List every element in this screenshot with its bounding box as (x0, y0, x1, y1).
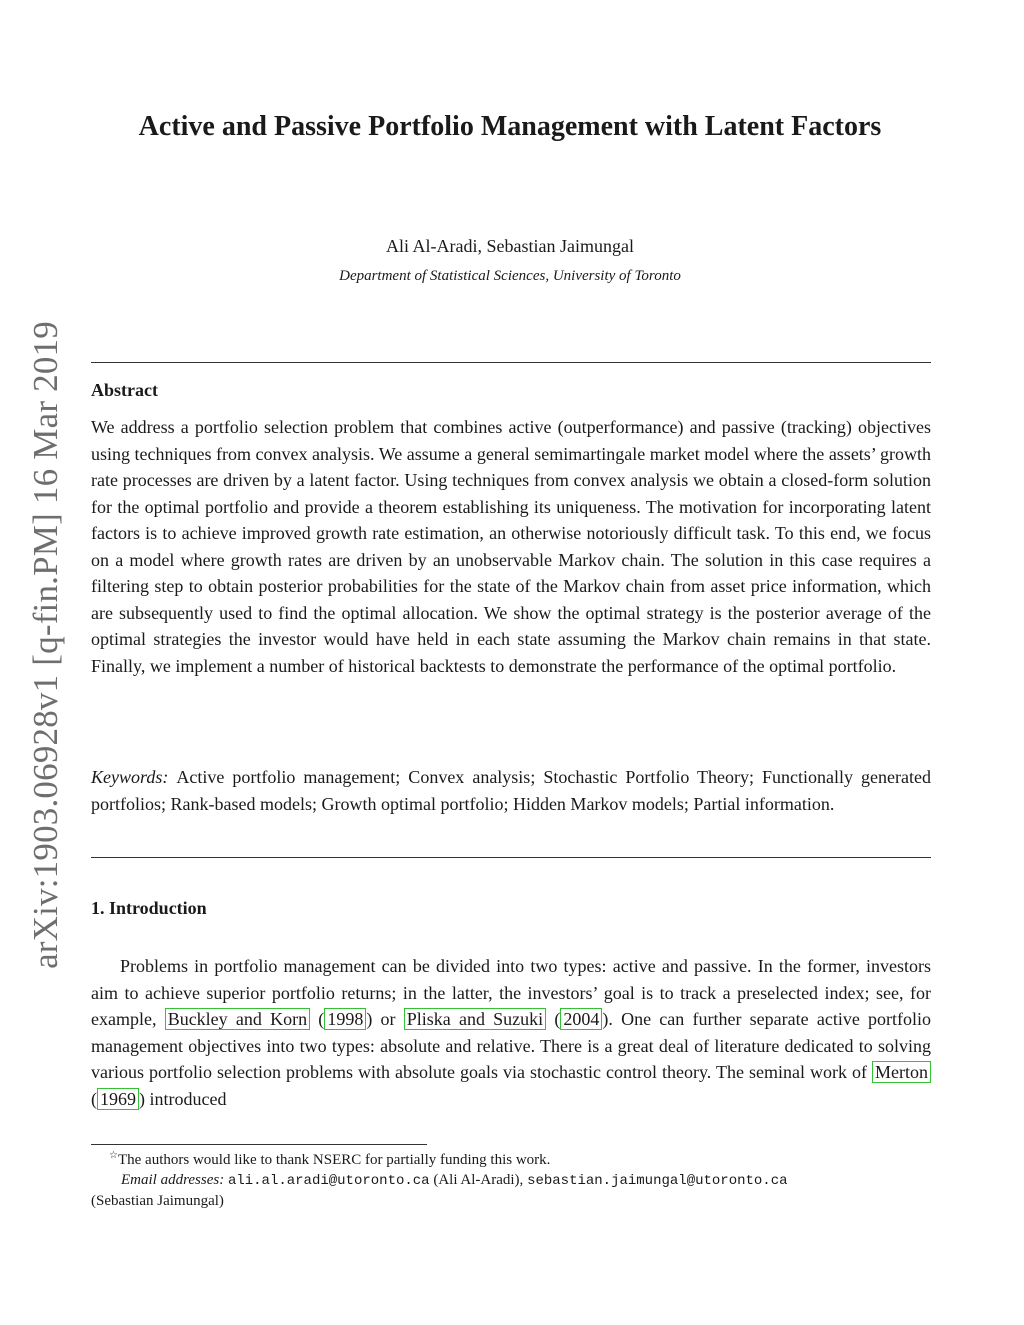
paper-title: Active and Passive Portfolio Management with Latent Factors (138, 111, 882, 142)
citation-link-merton[interactable]: Merton (872, 1061, 931, 1083)
intro-text-1: Problems in portfolio management can be divided into two types: active and passive. In the former, investors aim to achieve superior portfolio returns; in the latter, the investors’ goal is to track a preselected index; see, for example, (91, 956, 931, 1029)
footnote-emails (91, 1170, 931, 1191)
abstract-text: We address a portfolio selection problem that combines active (outperformance) and passive (tracking) objectives using techniques from convex analysis. We assume a general semimartingale market model where the assets’ growth rate processes are driven by a latent factor. Using techniques from convex analysis we obtain a closed-form solution for the optimal portfolio and provide a theorem establishing its uniqueness. The motivation for incorporating latent factors is to achieve improved growth rate estimation, an otherwise notoriously difficult task. To this end, we focus on a model where growth rates are driven by an unobservable Markov chain. The solution in this case requires a filtering step to obtain posterior probabilities for the state of the Markov chain from asset price information, which are subsequently used to find the optimal allocation. We show the optimal strategy is the posterior average of the optimal strategies the investor would have held in each state assuming the Markov chain remains in that state. Finally, we implement a number of historical backtests to demonstrate the performance of the optimal portfolio. (91, 417, 931, 676)
email-link-ali[interactable]: ali.al.aradi@utoronto.ca (227, 1173, 430, 1189)
arxiv-stamp: arXiv:1903.06928v1 [q-fin.PM] 16 Mar 2019 (26, 321, 65, 969)
section-heading-introduction: 1. Introduction (91, 898, 207, 918)
citation-year-link-1969[interactable]: 1969 (97, 1088, 139, 1110)
introduction-paragraph: Problems in portfolio management can be divided into two types: active and passive. In the former, investors aim to achieve superior portfolio returns; in the latter, the investors’ goal is to track a preselected index; see, for example, Buckley and Korn ( 1998 ) or Pliska and Suzuki ( 2004 ). One can further separate active portfolio management objectives into two types: absolute and relative. There is a great deal of literature dedicated to solving various portfolio selection problems with absolute goals via stochastic control theory. The seminal work of Merton ( 1969 ) introduced (91, 956, 932, 1109)
keywords-block (91, 764, 931, 817)
footnote-thanks-text: The authors would like to thank NSERC for partially funding this work. (117, 1152, 551, 1168)
author-list: Ali Al-Aradi, Sebastian Jaimungal (386, 236, 634, 256)
abstract-top-rule (91, 362, 931, 363)
intro-text-4: introduced (145, 1088, 227, 1109)
citation-link-buckley-korn[interactable]: Buckley and Korn (165, 1008, 310, 1030)
footnote-thanks (91, 1150, 931, 1170)
email-link-sebastian[interactable]: sebastian.jaimungal@utoronto.ca (527, 1173, 788, 1189)
footnotes (91, 1150, 931, 1211)
intro-text-3: . One can further separate active portfolio management objectives into two types: absolute and relative. There is a great deal of literature dedicated to solving various portfolio selection problems with absolute goals via stochastic control theory. The seminal work of (91, 1009, 932, 1082)
footnote-name-sebastian: (Sebastian Jaimungal) (91, 1193, 224, 1209)
citation-link-pliska-suzuki[interactable]: Pliska and Suzuki (404, 1008, 546, 1030)
email-label: Email addresses: (121, 1172, 225, 1188)
citation-year-link-2004[interactable]: 2004 (560, 1008, 602, 1030)
intro-text-2: or (372, 1009, 404, 1029)
affiliation: Department of Statistical Sciences, University of Toronto (339, 268, 681, 284)
abstract-heading: Abstract (91, 380, 158, 400)
abstract-bottom-rule (91, 857, 931, 858)
email-name-ali: (Ali Al-Aradi), (429, 1172, 528, 1188)
star-footnote-marker: ☆ (109, 1150, 118, 1161)
footnote-rule (91, 1144, 427, 1145)
keywords-text: Active portfolio management; Convex analysis; Stochastic Portfolio Theory; Functionally generated portfolios; Rank-based models; Growth optimal portfolio; Hidden Markov models; Partial information. (91, 767, 931, 814)
citation-year-link-1998[interactable]: 1998 (324, 1008, 366, 1030)
keywords-label: Keywords: (91, 767, 169, 787)
